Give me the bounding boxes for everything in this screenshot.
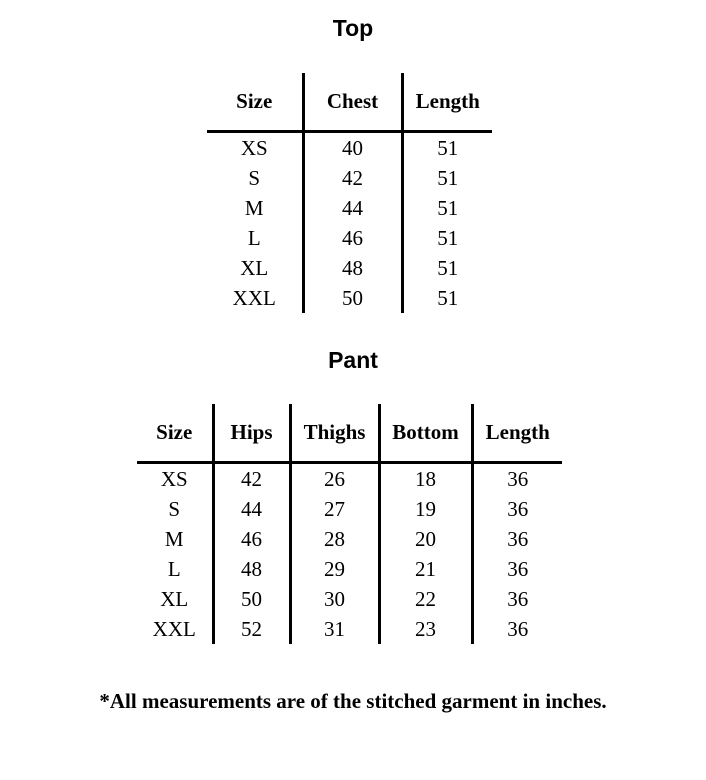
table-row [137,554,562,584]
size-cell: L [167,557,181,581]
length-cell: 51 [402,283,492,313]
measurement-footnote: *All measurements are of the stitched garment in inches. [99,689,607,713]
column-header-size: Size [137,404,213,463]
table-row [207,193,492,223]
bottom-cell: 19 [379,494,472,524]
length-cell: 36 [472,524,562,554]
length-cell: 36 [472,554,562,584]
table-row [137,614,562,644]
table-row [207,283,492,313]
length-cell: 36 [472,614,562,644]
chest-cell: 50 [303,283,402,313]
table-row [207,132,492,164]
column-header-chest: Chest [303,73,402,132]
table-header-row [207,73,492,132]
pant-size-table [137,404,562,644]
hips-cell: 48 [213,554,290,584]
bottom-cell: 23 [379,614,472,644]
thighs-cell: 26 [290,463,379,495]
bottom-cell: 18 [379,463,472,495]
length-cell: 51 [402,223,492,253]
thighs-cell: 29 [290,554,379,584]
length-cell: 36 [472,494,562,524]
size-cell: XS [160,467,188,491]
bottom-cell: 22 [379,584,472,614]
hips-cell: 44 [213,494,290,524]
table-row [137,524,562,554]
size-cell: S [168,497,181,521]
table-header-row [137,404,562,463]
hips-cell: 50 [213,584,290,614]
bottom-cell: 20 [379,524,472,554]
thighs-cell: 30 [290,584,379,614]
size-cell: XS [240,136,268,160]
size-cell: M [164,527,184,551]
size-cell: XXL [152,617,196,641]
size-cell: XL [240,256,269,280]
hips-cell: 52 [213,614,290,644]
length-cell: 51 [402,193,492,223]
length-cell: 51 [402,253,492,283]
thighs-cell: 27 [290,494,379,524]
column-header-bottom: Bottom [379,404,472,463]
size-cell: XXL [232,286,276,310]
chest-cell: 46 [303,223,402,253]
table-row [137,463,562,495]
chest-cell: 44 [303,193,402,223]
top-size-table [207,73,492,313]
length-cell: 51 [402,132,492,164]
length-cell: 36 [472,584,562,614]
length-cell: 51 [402,163,492,193]
chest-cell: 42 [303,163,402,193]
top-size-chart-title: Top [332,15,374,41]
chest-cell: 40 [303,132,402,164]
column-header-size: Size [207,73,303,132]
thighs-cell: 31 [290,614,379,644]
size-cell: L [247,226,261,250]
chest-cell: 48 [303,253,402,283]
size-cell: M [244,196,264,220]
table-row [207,253,492,283]
pant-size-chart-title: Pant [328,347,378,373]
table-row [207,223,492,253]
table-row [137,584,562,614]
table-row [137,494,562,524]
hips-cell: 46 [213,524,290,554]
table-row [207,163,492,193]
size-cell: XL [160,587,189,611]
column-header-length: Length [472,404,562,463]
column-header-hips: Hips [213,404,290,463]
thighs-cell: 28 [290,524,379,554]
size-cell: S [248,166,261,190]
column-header-length: Length [402,73,492,132]
length-cell: 36 [472,463,562,495]
bottom-cell: 21 [379,554,472,584]
hips-cell: 42 [213,463,290,495]
column-header-thighs: Thighs [290,404,379,463]
